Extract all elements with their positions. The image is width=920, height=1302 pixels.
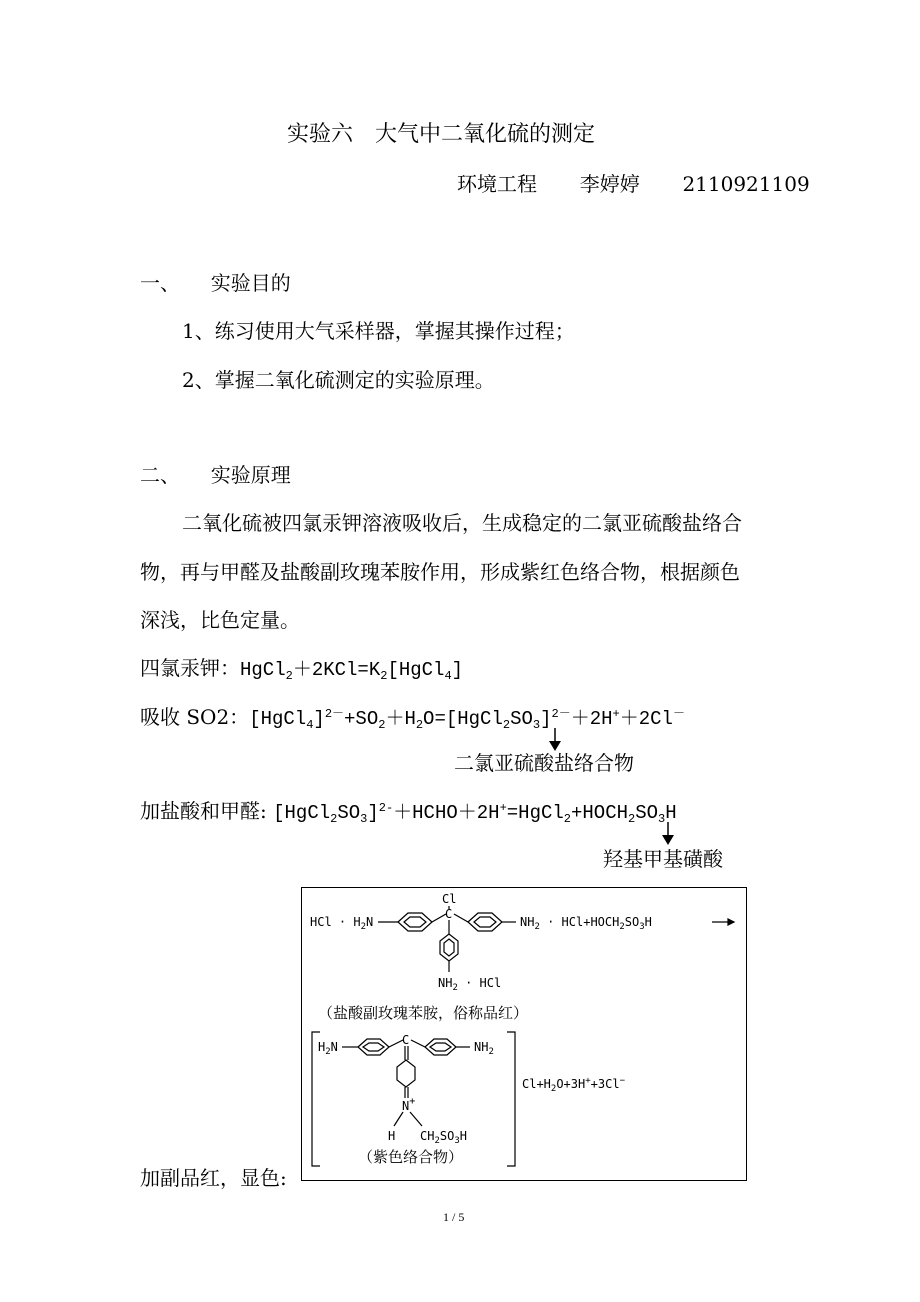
student-id: 2110921109 [682,172,810,196]
section1-number: 一、 [140,271,180,295]
svg-text:H2N: $H_2N$ [318,1040,338,1057]
objective-item-1: 1、练习使用大气采样器，掌握其操作过程； [182,319,575,343]
svg-text:Cl: Cl [442,892,457,906]
equation-2-label: 吸收 SO2： [140,705,250,729]
equation-3-label: 加盐酸和甲醛: [140,799,274,823]
principle-line-2: 物，再与甲醛及盐酸副玫瑰苯胺作用，形成紫红色络合物，根据颜色 [140,560,740,584]
page-number: 1 / 5 [443,1210,465,1224]
objective-item-2: 2、掌握二氧化硫测定的实验原理。 [182,368,495,392]
svg-text:Cl+H2O+3H++3Cl−: $Cl+H_2O+3H^++3Cl^-$ [522,1076,625,1094]
benzene-ring [440,934,458,961]
equation-3-product-name: 羟基甲基磺酸 [603,847,723,871]
equation-2-formula: $[HgCl_4]^{2-}+SO_2+H_2O=[HgCl_2SO_3]^{2-}+2H^++2Cl^-$ [249,707,685,732]
equation-2 [140,704,685,732]
svg-text:NH2 · HCl+HOCH2SO3H: $NH_2$ · $HCl+HOCH_2SO_3H$ [520,915,652,932]
equation-1-label: 四氯汞钾： [140,656,240,680]
section1-title: 实验目的 [210,271,291,295]
down-arrow-icon [661,822,675,846]
author-major: 环境工程 [457,172,537,196]
section1-heading [140,270,291,296]
svg-text:H: H [388,1129,396,1143]
principle-line-1: 二氧化硫被四氯汞钾溶液吸收后，生成稳定的二氯亚硫酸盐络合 [182,511,742,535]
svg-text:CH2SO3H: $CH_2SO_3H$ [420,1129,467,1146]
equation-1-formula: $HgCl_2+2KCl=K_2[HgCl_4]$ [240,659,464,683]
section2-heading [140,462,291,488]
equation-1 [140,655,463,683]
reaction-figure [301,887,747,1181]
structure-diagram [302,888,745,1179]
svg-text:N+: N+ [402,1096,416,1113]
equation-3 [140,798,677,826]
reagent-caption: （盐酸副玫瑰苯胺，俗称品红） [318,1004,529,1022]
structure-text: HCl · $H_2N$ [310,915,374,932]
down-arrow-icon [548,728,562,752]
equation-3-formula: $[HgCl_2SO_3]^{2-}+HCHO+2H^+=HgCl_2+HOCH_2SO_3H$ [273,801,677,826]
author-name: 李婷婷 [579,172,640,196]
section2-title: 实验原理 [210,463,291,487]
section2-number: 二、 [140,463,180,487]
benzene-ring [397,1060,415,1087]
author-line [457,171,810,197]
complex-caption: （紫色络合物） [358,1148,464,1166]
equation-4-label: 加副品红，显色: [140,1166,287,1190]
svg-text:C: C [402,1033,410,1047]
svg-text:NH2 · HCl: $NH_2$ · HCl [438,976,502,993]
svg-text:NH2: $NH_2$ [474,1040,494,1057]
page-title: 实验六 大气中二氧化硫的测定 [287,122,596,147]
svg-text:C: C [445,907,453,921]
principle-line-3: 深浅，比色定量。 [140,608,300,632]
equation-2-product-name: 二氯亚硫酸盐络合物 [454,751,634,775]
